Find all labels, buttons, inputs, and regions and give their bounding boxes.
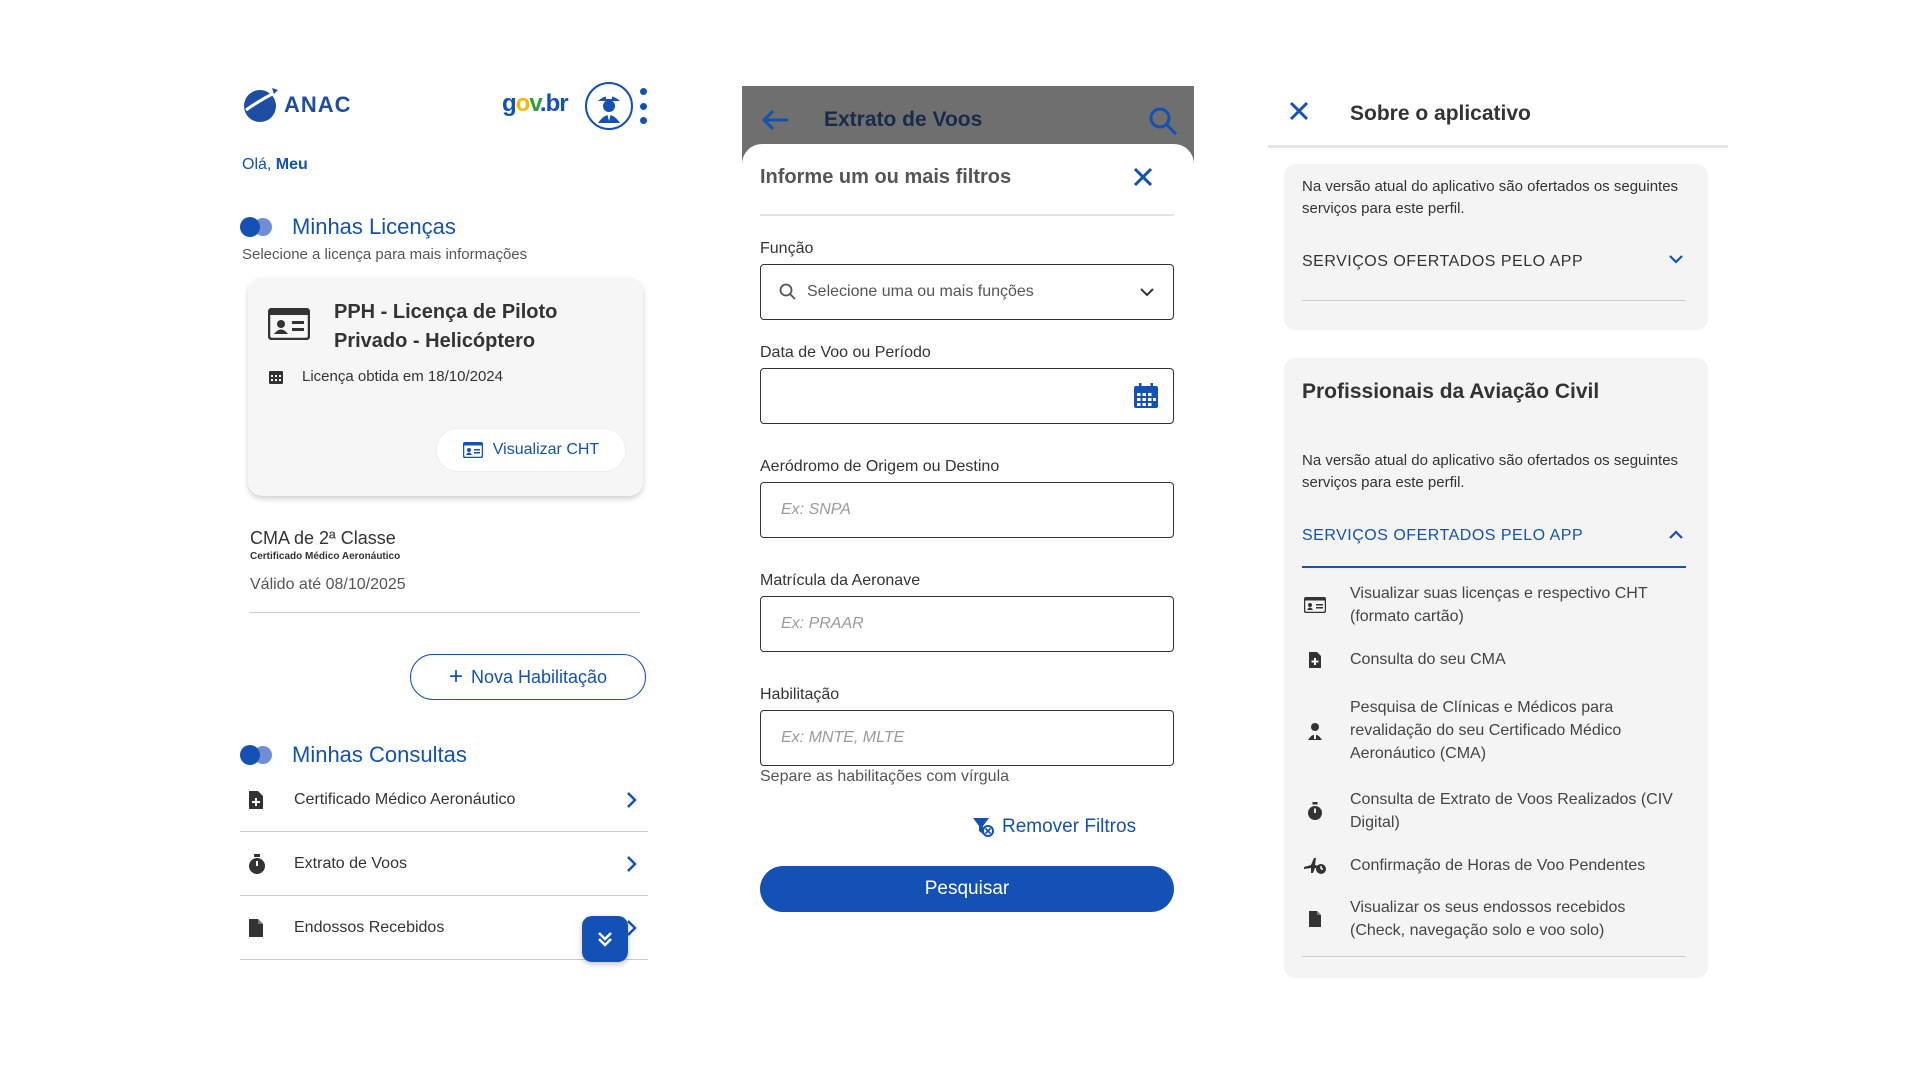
intro-text: Na versão atual do aplicativo são ofertados os seguintes serviços para este perfil.: [1302, 178, 1679, 217]
chevron-down-icon: [1668, 254, 1684, 266]
sheet-title: Informe um ou mais filtros: [760, 166, 1012, 188]
license-date-text: Licença obtida em 18/10/2024: [302, 368, 503, 385]
back-arrow-icon[interactable]: [760, 108, 790, 132]
professionals-text: Na versão atual do aplicativo são ofertados os seguintes serviços para este perfil.: [1302, 452, 1679, 491]
toggle-icon: [240, 745, 280, 765]
home-header: [240, 82, 650, 138]
govbr-letter: g: [502, 90, 516, 117]
new-qualification-button[interactable]: [410, 654, 646, 700]
aerodromo-placeholder: Ex: SNPA: [781, 501, 851, 518]
scroll-down-button[interactable]: [582, 916, 628, 962]
view-cht-button[interactable]: [436, 428, 626, 472]
queries-header: [240, 742, 467, 768]
plus-icon: +: [448, 663, 463, 690]
aerodromo-label: Aeródromo de Origem ou Destino: [760, 458, 1000, 475]
license-card[interactable]: [248, 278, 643, 496]
govbr-letter: o: [515, 90, 530, 117]
professionals-title: Profissionais da Aviação Civil: [1302, 380, 1600, 403]
licenses-subtitle: Selecione a licença para mais informações: [242, 246, 528, 263]
chevron-down-icon: [1139, 287, 1155, 299]
new-qualification-label: Nova Habilitação: [470, 666, 608, 687]
about-title: Sobre o aplicativo: [1350, 102, 1531, 125]
cma-subtitle: Certificado Médico Aeronáutico: [250, 551, 401, 562]
cma-item[interactable]: [250, 528, 640, 594]
habilitacao-placeholder: Ex: MNTE, MLTE: [781, 729, 905, 746]
service-item: [1302, 896, 1686, 942]
document-icon: [248, 918, 270, 938]
funcao-select[interactable]: [760, 264, 1174, 320]
doctor-icon: [1302, 722, 1328, 740]
matricula-input[interactable]: [760, 596, 1174, 652]
chevron-up-icon: [1668, 528, 1684, 540]
flight-filter-screen: [742, 86, 1194, 926]
close-icon[interactable]: [1132, 166, 1154, 188]
pilot-icon: [592, 89, 626, 123]
filter-remove-icon: [972, 816, 994, 838]
licenses-header: [240, 214, 456, 240]
chevron-right-icon: [626, 791, 638, 809]
service-item: [1302, 696, 1686, 766]
service-item: [1302, 648, 1686, 672]
intro-card: [1284, 164, 1708, 330]
aerodromo-input[interactable]: [760, 482, 1174, 538]
license-title: PPH - Licença de Piloto Privado - Helicóptero: [334, 301, 558, 352]
govbr-letter: .: [539, 90, 546, 117]
divider: [250, 612, 640, 613]
anac-logo-text: ANAC: [284, 92, 352, 117]
query-item-label: Certificado Médico Aeronáutico: [294, 790, 516, 808]
id-card-icon: [1302, 597, 1328, 613]
funcao-label: Função: [760, 240, 814, 257]
view-cht-label: Visualizar CHT: [492, 441, 600, 458]
anac-logo: [242, 86, 352, 124]
search-button[interactable]: Pesquisar: [760, 866, 1174, 912]
close-icon[interactable]: [1288, 100, 1310, 122]
services-header: SERVIÇOS OFERTADOS PELO APP: [1302, 253, 1584, 270]
service-label: Consulta do seu CMA: [1350, 651, 1506, 668]
service-label: Consulta de Extrato de Voos Realizados (CIV Digital): [1350, 791, 1673, 831]
govbr-logo: [502, 90, 568, 118]
query-item-flights[interactable]: [240, 832, 648, 896]
anac-globe-icon: [242, 86, 280, 124]
matricula-label: Matrícula da Aeronave: [760, 572, 921, 589]
service-label: Visualizar suas licenças e respectivo CHT (formato cartão): [1350, 585, 1648, 625]
services-accordion-collapsed[interactable]: [1302, 242, 1686, 282]
search-icon: [779, 283, 797, 301]
service-label: Pesquisa de Clínicas e Médicos para revalidação do seu Certificado Médico Aeronáutico (CMA): [1350, 699, 1622, 762]
query-item-label: Endossos Recebidos: [294, 918, 445, 936]
divider: [1302, 300, 1686, 301]
query-item-label: Extrato de Voos: [294, 854, 407, 872]
search-icon[interactable]: [1148, 106, 1178, 136]
service-item: [1302, 788, 1686, 834]
data-field[interactable]: [760, 368, 1174, 424]
greeting: [242, 156, 308, 174]
chevron-right-icon: [626, 855, 638, 873]
divider: [1302, 956, 1686, 957]
divider: [760, 214, 1174, 216]
licenses-title: Minhas Licenças: [292, 214, 456, 239]
matricula-placeholder: Ex: PRAAR: [781, 615, 864, 632]
pilot-avatar-button[interactable]: [585, 82, 633, 130]
about-header: [1268, 86, 1728, 148]
divider: [1302, 566, 1686, 568]
document-icon: [1302, 910, 1328, 928]
cma-valid-until: Válido até 08/10/2025: [250, 576, 406, 593]
services-accordion-expanded[interactable]: [1302, 516, 1686, 556]
service-label: Confirmação de Horas de Voo Pendentes: [1350, 857, 1646, 874]
medical-file-icon: [1302, 651, 1328, 669]
license-date: [268, 368, 503, 385]
plane-clock-icon: [1302, 857, 1328, 875]
home-screen: [240, 82, 650, 982]
id-card-icon: [463, 442, 483, 458]
query-item-cma[interactable]: [240, 768, 648, 832]
services-header: SERVIÇOS OFERTADOS PELO APP: [1302, 527, 1584, 544]
data-label: Data de Voo ou Período: [760, 344, 931, 361]
stopwatch-icon: [248, 854, 270, 874]
habilitacao-label: Habilitação: [760, 686, 840, 703]
id-card-icon: [268, 308, 310, 340]
calendar-icon[interactable]: [1133, 383, 1159, 409]
double-chevron-down-icon: [595, 929, 615, 949]
greeting-name: Meu: [275, 156, 308, 173]
remove-filters-button[interactable]: [972, 816, 1136, 838]
screen-title: Extrato de Voos: [824, 108, 983, 131]
service-item: [1302, 854, 1686, 878]
funcao-placeholder: Selecione uma ou mais funções: [807, 283, 1034, 300]
about-screen: [1268, 86, 1728, 986]
filter-sheet: [742, 144, 1194, 944]
stopwatch-icon: [1302, 802, 1328, 820]
greeting-prefix: Olá,: [242, 156, 276, 173]
more-options-icon[interactable]: [638, 88, 648, 124]
govbr-letter: v: [529, 90, 540, 117]
cma-title: CMA de 2ª Classe: [250, 528, 396, 548]
govbr-letter: r: [559, 90, 568, 117]
queries-title: Minhas Consultas: [292, 742, 467, 767]
medical-file-icon: [248, 790, 270, 810]
habilitacao-input[interactable]: [760, 710, 1174, 766]
service-item: [1302, 582, 1686, 628]
calendar-icon: [268, 369, 284, 385]
service-label: Visualizar os seus endossos recebidos (Check, navegação solo e voo solo): [1350, 899, 1626, 939]
toggle-icon: [240, 217, 280, 237]
govbr-letter: b: [545, 90, 560, 117]
habilitacao-help: Separe as habilitações com vírgula: [760, 768, 1010, 785]
remove-filters-label: Remover Filtros: [1002, 816, 1137, 837]
professionals-card: [1284, 358, 1708, 978]
